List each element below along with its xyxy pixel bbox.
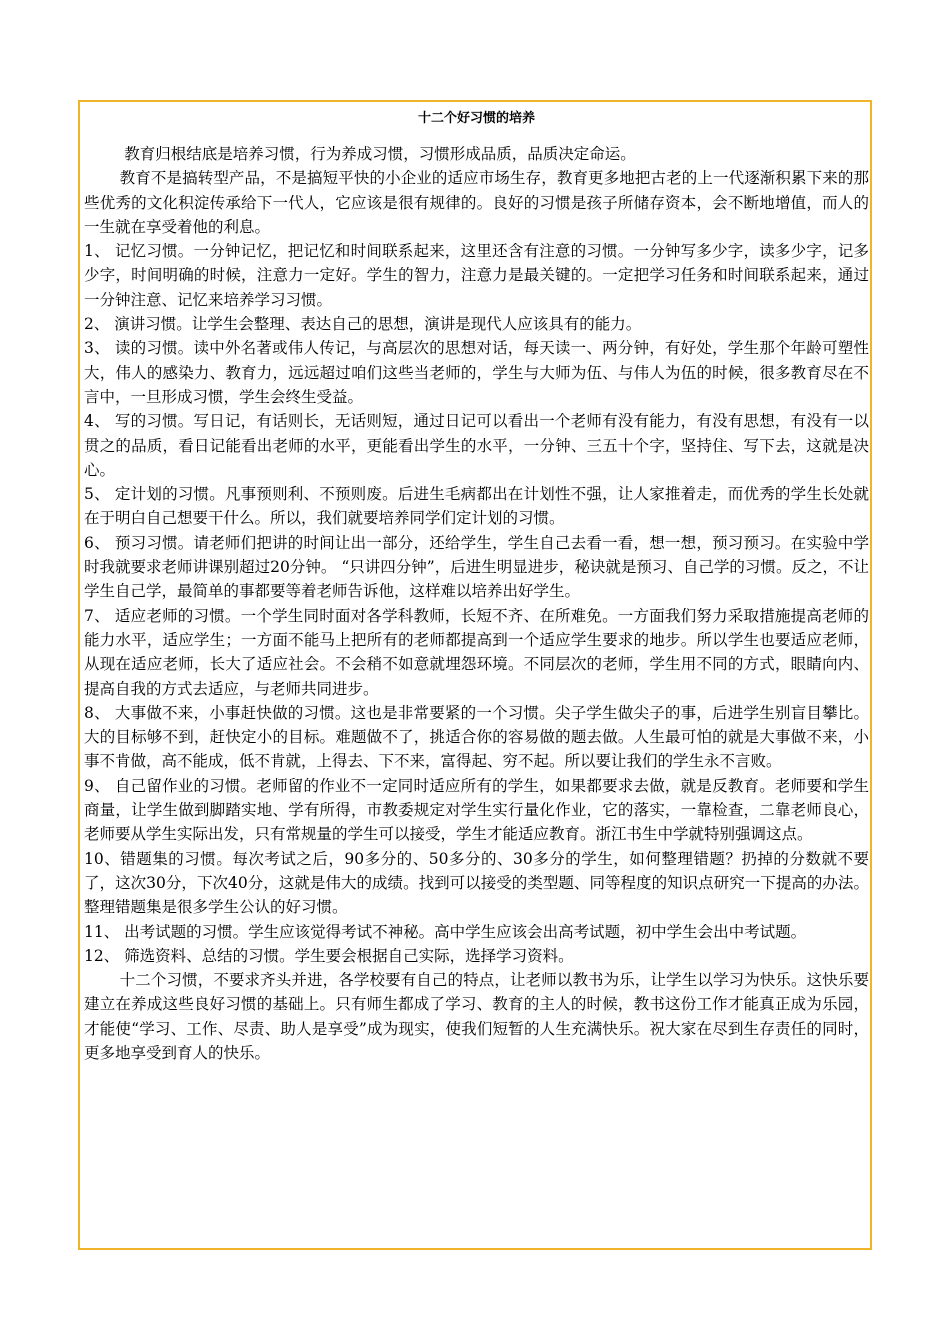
habit-item-12: 12、 筛选资料、总结的习惯。学生要会根据自己实际，选择学习资料。: [84, 946, 574, 965]
habit-item-10: 10、错题集的习惯。每次考试之后，90多分的、50多分的、30多分的学生，如何整理错题？扔掉的分数就不要了，这次30分，下次40分，这就是伟大的成绩。找到可以接受的类型题、同等程度的知识点研究一下提高的办法。整理错题集是很多学生公认的好习惯。: [84, 849, 869, 917]
habit-item-5: 5、 定计划的习惯。凡事预则利、不预则废。后进生毛病都出在计划性不强，让人家推着走，而优秀的学生长处就在于明白自己想要干什么。所以，我们就要培养同学们定计划的习惯。: [84, 485, 869, 528]
habit-item-4: 4、 写的习惯。写日记，有话则长，无话则短，通过日记可以看出一个老师有没有能力，有没有思想，有没有一以贯之的品质，看日记能看出老师的水平，更能看出学生的水平，一分钟、三五十个字，坚持住、写下去，这就是决心。: [84, 412, 869, 479]
habit-item-9: 9、 自己留作业的习惯。老师留的作业不一定同时适应所有的学生，如果都要求去做，就是反教育。老师要和学生商量，让学生做到脚踏实地、学有所得，市教委规定对学生实行量化作业，它的落实，一靠检查，二靠老师良心，老师要从学生实际出发，只有常规量的学生可以接受，学生才能适应教育。浙江书生中学就特别强调这点。: [84, 776, 869, 844]
habit-item-1: 1、 记忆习惯。一分钟记忆，把记忆和时间联系起来，这里还含有注意的习惯。一分钟写多少字，读多少字，记多少字，时间明确的时候，注意力一定好。学生的智力，注意力是最关键的。一定把学习任务和时间联系起来，通过一分钟注意、记忆来培养学习习惯。: [84, 242, 869, 309]
habit-item-3: 3、 读的习惯。读中外名著或伟人传记，与高层次的思想对话，每天读一、两分钟，有好处，学生那个年龄可塑性大，伟人的感染力、教育力，远远超过咱们这些当老师的，学生与大师为伍、与伟人为伍的时候，很多教育尽在不言中，一旦形成习惯，学生会终生受益。: [84, 339, 869, 406]
intro-paragraph-2: 教育不是搞转型产品，不是搞短平快的小企业的适应市场生存，教育更多地把古老的上一代逐渐积累下来的那些优秀的文化积淀传承给下一代人，它应该是很有规律的。良好的习惯是孩子所储存资本，会不断地增值，而人的一生就在享受着他的利息。: [84, 169, 869, 236]
habit-item-11: 11、 出考试题的习惯。学生应该觉得考试不神秘。高中学生应该会出高考试题，初中学生会出中考试题。: [84, 922, 807, 941]
conclusion-paragraph: 十二个习惯，不要求齐头并进，各学校要有自己的特点，让老师以教书为乐，让学生以学习为快乐。这快乐要建立在养成这些良好习惯的基础上。只有师生都成了学习、教育的主人的时候，教书这份工作才能真正成为乐园，才能使“学习、工作、尽责、助人是享受”成为现实，使我们短暂的人生充满快乐。祝大家在尽到生存责任的同时，更多地享受到育人的快乐。: [84, 971, 869, 1062]
intro-paragraph: 教育归根结底是培养习惯，行为养成习惯，习惯形成品质，品质决定命运。: [124, 145, 636, 163]
habit-item-8: 8、 大事做不来，小事赶快做的习惯。这也是非常要紧的一个习惯。尖子学生做尖子的事，后进学生别盲目攀比。大的目标够不到，赶快定小的目标。难题做不了，挑适合你的容易做的题去做。人生最可怕的就是大事做不来，小事不肯做，高不能成，低不肯就，上得去、下不来，富得起、穷不起。所以要让我们的学生永不言败。: [84, 703, 869, 771]
habit-item-2: 2、 演讲习惯。让学生会整理、表达自己的思想，演讲是现代人应该具有的能力。: [84, 315, 642, 334]
document-body: [84, 110, 869, 1065]
habit-item-7: 7、 适应老师的习惯。一个学生同时面对各学科教师，长短不齐、在所难免。一方面我们努力采取措施提高老师的能力水平，适应学生；一方面不能马上把所有的老师都提高到一个适应学生要求的地步。所以学生也要适应老师，从现在适应老师，长大了适应社会。不会稍不如意就埋怨环境。不同层次的老师，学生用不同的方式，眼睛向内、提高自我的方式去适应，与老师共同进步。: [84, 606, 869, 698]
habit-item-6: 6、 预习习惯。请老师们把讲的时间让出一部分，还给学生，学生自己去看一看，想一想，预习预习。在实验中学时我就要求老师讲课别超过20分钟。 “只讲四分钟”，后进生明显进步，秘诀就是预习、自己学的习惯。反之，不让学生自己学，最简单的事都要等着老师告诉他，这样难以培养出好学生。: [84, 533, 869, 601]
document-title: 十二个好习惯的培养: [417, 111, 535, 126]
